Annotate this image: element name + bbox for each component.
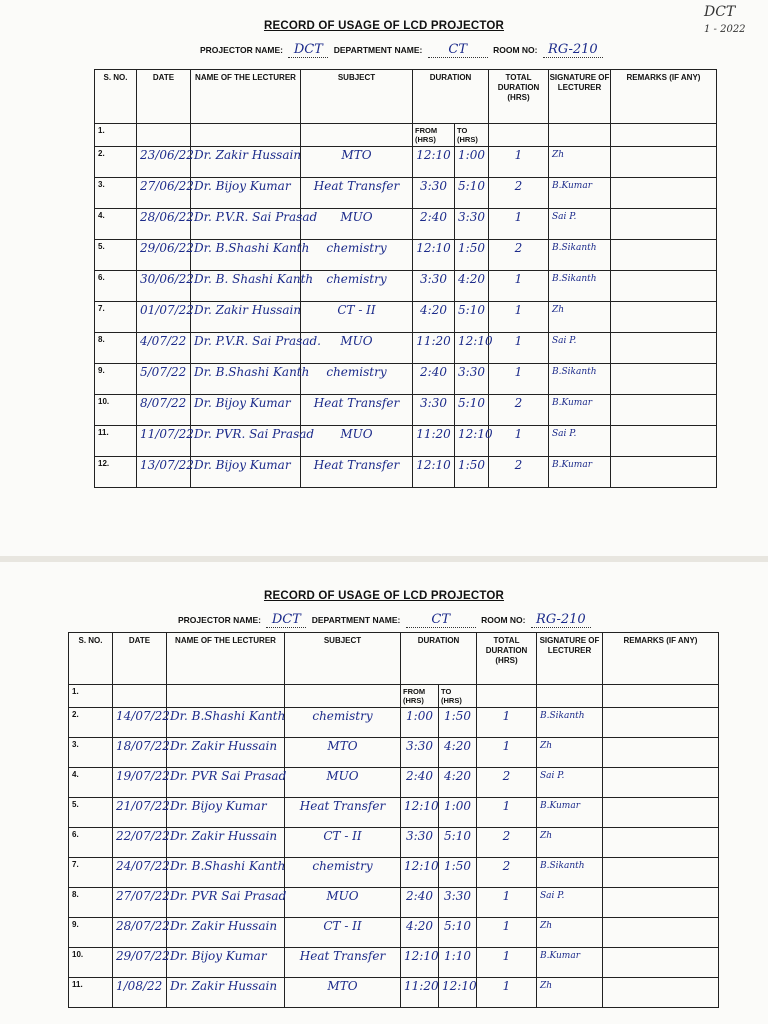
row-signature: Zh <box>537 828 603 858</box>
row-lecturer-name: Dr. P.V.R. Sai Prasad. <box>191 333 301 364</box>
header-total: TOTAL DURATION (HRS) <box>489 70 549 124</box>
row-total-duration: 1 <box>489 302 549 333</box>
header-signature: SIGNATURE OF LECTURER <box>537 633 603 685</box>
row-from-time: 12:10 <box>401 798 439 828</box>
row-lecturer-name: Dr. B. Shashi Kanth <box>191 271 301 302</box>
row-lecturer-name: Dr. PVR Sai Prasad <box>167 888 285 918</box>
row-signature: Sai P. <box>537 768 603 798</box>
row-from-time: 3:30 <box>401 738 439 768</box>
row-remarks <box>611 426 717 457</box>
header-duration: DURATION <box>401 633 477 685</box>
row-1-subject <box>285 685 401 708</box>
header-date: DATE <box>137 70 191 124</box>
row-subject: MTO <box>285 738 401 768</box>
row-signature: B.Sikanth <box>537 708 603 738</box>
row-remarks <box>611 395 717 426</box>
row-subject: chemistry <box>301 271 413 302</box>
row-to-time: 12:10 <box>455 426 489 457</box>
row-to-time: 1:50 <box>455 457 489 488</box>
row-date: 18/07/22 <box>113 738 167 768</box>
row-total-duration: 1 <box>489 271 549 302</box>
row-1-lecturer <box>167 685 285 708</box>
row-lecturer-name: Dr. B.Shashi Kanth <box>167 858 285 888</box>
row-total-duration: 1 <box>489 147 549 178</box>
row-subject: MTO <box>301 147 413 178</box>
row-signature: Sai P. <box>549 426 611 457</box>
row-total-duration: 1 <box>477 918 537 948</box>
header-subject: SUBJECT <box>301 70 413 124</box>
header-remarks: REMARKS (IF ANY) <box>603 633 719 685</box>
row-total-duration: 1 <box>489 209 549 240</box>
row-signature: B.Kumar <box>537 948 603 978</box>
table-row <box>95 333 717 364</box>
row-date: 27/07/22 <box>113 888 167 918</box>
row-lecturer-name: Dr. Zakir Hussain <box>167 978 285 1008</box>
row-to-time: 5:10 <box>439 918 477 948</box>
row-total-duration: 1 <box>477 978 537 1008</box>
row-date: 01/07/22 <box>137 302 191 333</box>
row-from-time: 12:10 <box>413 240 455 271</box>
row-total-duration: 1 <box>477 888 537 918</box>
row-from-time: 2:40 <box>401 888 439 918</box>
row-from-time: 3:30 <box>401 828 439 858</box>
table-row <box>95 271 717 302</box>
row-date: 11/07/22 <box>137 426 191 457</box>
row-signature: B.Sikanth <box>549 364 611 395</box>
row-remarks <box>603 768 719 798</box>
row-from-time: 1:00 <box>401 708 439 738</box>
header-date: DATE <box>113 633 167 685</box>
row-number: 10. <box>69 948 113 978</box>
row-total-duration: 2 <box>477 828 537 858</box>
row-to-time: 12:10 <box>455 333 489 364</box>
department-name-value: CT <box>428 42 488 58</box>
table-row <box>69 918 719 948</box>
row-from-time: 11:20 <box>413 333 455 364</box>
row-number: 2. <box>95 147 137 178</box>
header-remarks: REMARKS (IF ANY) <box>611 70 717 124</box>
row-number: 5. <box>69 798 113 828</box>
table-row <box>69 708 719 738</box>
row-number: 6. <box>95 271 137 302</box>
corner-note-line1: DCT <box>704 4 736 20</box>
row-to-time: 4:20 <box>439 768 477 798</box>
table-row <box>69 978 719 1008</box>
row-subject: MUO <box>301 333 413 364</box>
row-number: 6. <box>69 828 113 858</box>
row-to-time: 3:30 <box>455 209 489 240</box>
sheet-title: RECORD OF USAGE OF LCD PROJECTOR <box>263 20 505 32</box>
department-name-label: DEPARTMENT NAME: <box>311 615 401 625</box>
row-to-time: 1:50 <box>439 858 477 888</box>
row-signature: B.Kumar <box>549 178 611 209</box>
row-subject: chemistry <box>301 240 413 271</box>
table-row <box>69 858 719 888</box>
table-row <box>69 798 719 828</box>
row-1-remarks <box>611 124 717 147</box>
row-remarks <box>611 457 717 488</box>
row-subject: CT - II <box>301 302 413 333</box>
row-total-duration: 2 <box>477 768 537 798</box>
row-remarks <box>603 828 719 858</box>
row-total-duration: 2 <box>489 240 549 271</box>
table-row <box>69 768 719 798</box>
row-signature: Zh <box>537 918 603 948</box>
table-row <box>95 302 717 333</box>
row-remarks <box>611 178 717 209</box>
row-from-time: 4:20 <box>401 918 439 948</box>
row-from-time: 4:20 <box>413 302 455 333</box>
row-lecturer-name: Dr. PVR Sai Prasad <box>167 768 285 798</box>
row-remarks <box>603 708 719 738</box>
header-total: TOTAL DURATION (HRS) <box>477 633 537 685</box>
row-lecturer-name: Dr. Zakir Hussain <box>167 738 285 768</box>
row-subject: MUO <box>301 426 413 457</box>
row-total-duration: 2 <box>489 395 549 426</box>
row-1-total <box>489 124 549 147</box>
row-signature: B.Sikanth <box>549 240 611 271</box>
row-date: 1/08/22 <box>113 978 167 1008</box>
row-date: 27/06/22 <box>137 178 191 209</box>
row-from-time: 12:10 <box>401 948 439 978</box>
row-signature: B.Kumar <box>549 457 611 488</box>
table-row <box>95 209 717 240</box>
row-1-lecturer <box>191 124 301 147</box>
row-total-duration: 2 <box>489 178 549 209</box>
row-lecturer-name: Dr. Zakir Hussain <box>191 147 301 178</box>
row-subject: MTO <box>285 978 401 1008</box>
row-total-duration: 1 <box>477 708 537 738</box>
row-signature: Zh <box>537 738 603 768</box>
row-number: 3. <box>95 178 137 209</box>
row-signature: Zh <box>549 302 611 333</box>
row-subject: Heat Transfer <box>301 178 413 209</box>
row-number: 3. <box>69 738 113 768</box>
row-date: 4/07/22 <box>137 333 191 364</box>
sheet-meta <box>200 42 606 58</box>
row-date: 24/07/22 <box>113 858 167 888</box>
row-lecturer-name: Dr. Zakir Hussain <box>167 828 285 858</box>
row-1-no: 1. <box>95 124 137 147</box>
row-to-time: 1:50 <box>439 708 477 738</box>
row-from-time: 11:20 <box>413 426 455 457</box>
row-date: 21/07/22 <box>113 798 167 828</box>
row-number: 4. <box>95 209 137 240</box>
table-row <box>95 364 717 395</box>
row-remarks <box>603 798 719 828</box>
header-to: TO (HRS) <box>455 124 489 147</box>
row-lecturer-name: Dr. P.V.R. Sai Prasad <box>191 209 301 240</box>
row-1-subject <box>301 124 413 147</box>
row-subject: chemistry <box>301 364 413 395</box>
header-sno: S. NO. <box>95 70 137 124</box>
record-sheet-2 <box>0 562 768 1024</box>
row-subject: CT - II <box>285 918 401 948</box>
usage-table <box>94 69 717 488</box>
row-remarks <box>611 302 717 333</box>
row-remarks <box>611 364 717 395</box>
row-signature: B.Kumar <box>537 798 603 828</box>
row-subject: MUO <box>285 768 401 798</box>
row-total-duration: 1 <box>477 798 537 828</box>
header-from: FROM (HRS) <box>413 124 455 147</box>
sheet-title: RECORD OF USAGE OF LCD PROJECTOR <box>263 590 505 602</box>
row-total-duration: 1 <box>477 738 537 768</box>
table-row <box>95 240 717 271</box>
row-number: 11. <box>95 426 137 457</box>
row-number: 5. <box>95 240 137 271</box>
row-lecturer-name: Dr. Bijoy Kumar <box>191 395 301 426</box>
row-lecturer-name: Dr. Zakir Hussain <box>191 302 301 333</box>
row-date: 13/07/22 <box>137 457 191 488</box>
row-total-duration: 1 <box>489 364 549 395</box>
room-no-label: ROOM NO: <box>481 615 526 625</box>
room-no-value: RG-210 <box>543 42 603 58</box>
row-1-date <box>137 124 191 147</box>
row-remarks <box>603 978 719 1008</box>
row-from-time: 3:30 <box>413 178 455 209</box>
table-row <box>69 738 719 768</box>
table-row <box>95 457 717 488</box>
row-to-time: 4:20 <box>439 738 477 768</box>
table-row <box>95 147 717 178</box>
table-row <box>95 426 717 457</box>
row-number: 7. <box>95 302 137 333</box>
row-to-time: 5:10 <box>455 395 489 426</box>
table-row <box>95 395 717 426</box>
row-signature: Sai P. <box>549 333 611 364</box>
room-no-value: RG-210 <box>531 612 591 628</box>
row-date: 28/07/22 <box>113 918 167 948</box>
row-lecturer-name: Dr. B.Shashi Kanth <box>191 364 301 395</box>
row-signature: B.Sikanth <box>537 858 603 888</box>
row-to-time: 3:30 <box>455 364 489 395</box>
projector-name-label: PROJECTOR NAME: <box>178 615 261 625</box>
row-lecturer-name: Dr. B.Shashi Kanth <box>167 708 285 738</box>
row-from-time: 11:20 <box>401 978 439 1008</box>
row-subject: CT - II <box>285 828 401 858</box>
row-1-total <box>477 685 537 708</box>
row-from-time: 12:10 <box>413 147 455 178</box>
corner-note-line2: 1 - 2022 <box>704 24 746 35</box>
department-name-label: DEPARTMENT NAME: <box>333 45 423 55</box>
row-to-time: 4:20 <box>455 271 489 302</box>
row-to-time: 12:10 <box>439 978 477 1008</box>
row-to-time: 1:00 <box>455 147 489 178</box>
row-number: 2. <box>69 708 113 738</box>
row-number: 10. <box>95 395 137 426</box>
row-subject: Heat Transfer <box>301 395 413 426</box>
row-number: 8. <box>69 888 113 918</box>
header-lecturer: NAME OF THE LECTURER <box>191 70 301 124</box>
row-total-duration: 2 <box>477 858 537 888</box>
row-date: 28/06/22 <box>137 209 191 240</box>
row-from-time: 3:30 <box>413 395 455 426</box>
row-remarks <box>611 271 717 302</box>
row-subject: chemistry <box>285 858 401 888</box>
row-remarks <box>611 147 717 178</box>
row-1-date <box>113 685 167 708</box>
header-to: TO (HRS) <box>439 685 477 708</box>
row-to-time: 5:10 <box>455 178 489 209</box>
row-signature: Zh <box>537 978 603 1008</box>
row-to-time: 5:10 <box>455 302 489 333</box>
row-signature: Sai P. <box>537 888 603 918</box>
row-1-signature <box>549 124 611 147</box>
usage-table-body <box>69 708 719 1008</box>
row-number: 8. <box>95 333 137 364</box>
row-number: 9. <box>95 364 137 395</box>
row-date: 8/07/22 <box>137 395 191 426</box>
row-remarks <box>603 918 719 948</box>
row-date: 29/06/22 <box>137 240 191 271</box>
row-subject: Heat Transfer <box>301 457 413 488</box>
projector-name-value: DCT <box>266 612 306 628</box>
header-subject: SUBJECT <box>285 633 401 685</box>
row-signature: B.Sikanth <box>549 271 611 302</box>
row-lecturer-name: Dr. Bijoy Kumar <box>191 457 301 488</box>
row-remarks <box>611 333 717 364</box>
row-to-time: 1:50 <box>455 240 489 271</box>
row-1-remarks <box>603 685 719 708</box>
row-total-duration: 2 <box>489 457 549 488</box>
header-duration: DURATION <box>413 70 489 124</box>
row-1-no: 1. <box>69 685 113 708</box>
header-sno: S. NO. <box>69 633 113 685</box>
table-row <box>69 828 719 858</box>
row-remarks <box>603 738 719 768</box>
row-from-time: 12:10 <box>401 858 439 888</box>
row-total-duration: 1 <box>489 426 549 457</box>
row-number: 11. <box>69 978 113 1008</box>
row-date: 14/07/22 <box>113 708 167 738</box>
row-to-time: 1:10 <box>439 948 477 978</box>
row-lecturer-name: Dr. PVR. Sai Prasad <box>191 426 301 457</box>
row-total-duration: 1 <box>477 948 537 978</box>
row-remarks <box>603 888 719 918</box>
row-from-time: 12:10 <box>413 457 455 488</box>
row-subject: MUO <box>285 888 401 918</box>
table-row <box>95 178 717 209</box>
row-to-time: 5:10 <box>439 828 477 858</box>
room-no-label: ROOM NO: <box>493 45 538 55</box>
row-date: 30/06/22 <box>137 271 191 302</box>
row-date: 29/07/22 <box>113 948 167 978</box>
projector-name-label: PROJECTOR NAME: <box>200 45 283 55</box>
row-subject: MUO <box>301 209 413 240</box>
row-to-time: 3:30 <box>439 888 477 918</box>
row-total-duration: 1 <box>489 333 549 364</box>
table-row <box>69 948 719 978</box>
row-from-time: 3:30 <box>413 271 455 302</box>
row-lecturer-name: Dr. Bijoy Kumar <box>167 798 285 828</box>
row-to-time: 1:00 <box>439 798 477 828</box>
row-date: 19/07/22 <box>113 768 167 798</box>
row-number: 9. <box>69 918 113 948</box>
row-from-time: 2:40 <box>413 209 455 240</box>
row-date: 23/06/22 <box>137 147 191 178</box>
row-number: 7. <box>69 858 113 888</box>
row-signature: Sai P. <box>549 209 611 240</box>
row-remarks <box>611 240 717 271</box>
header-lecturer: NAME OF THE LECTURER <box>167 633 285 685</box>
header-from: FROM (HRS) <box>401 685 439 708</box>
sheet-meta <box>178 612 594 628</box>
row-lecturer-name: Dr. Zakir Hussain <box>167 918 285 948</box>
row-from-time: 2:40 <box>401 768 439 798</box>
row-1-signature <box>537 685 603 708</box>
row-lecturer-name: Dr. Bijoy Kumar <box>191 178 301 209</box>
row-number: 12. <box>95 457 137 488</box>
row-signature: B.Kumar <box>549 395 611 426</box>
row-remarks <box>611 209 717 240</box>
row-remarks <box>603 858 719 888</box>
row-number: 4. <box>69 768 113 798</box>
table-row <box>69 888 719 918</box>
department-name-value: CT <box>406 612 476 628</box>
row-lecturer-name: Dr. Bijoy Kumar <box>167 948 285 978</box>
header-signature: SIGNATURE OF LECTURER <box>549 70 611 124</box>
row-subject: Heat Transfer <box>285 948 401 978</box>
row-date: 5/07/22 <box>137 364 191 395</box>
row-signature: Zh <box>549 147 611 178</box>
projector-name-value: DCT <box>288 42 328 58</box>
row-from-time: 2:40 <box>413 364 455 395</box>
usage-table <box>68 632 719 1008</box>
row-subject: Heat Transfer <box>285 798 401 828</box>
row-subject: chemistry <box>285 708 401 738</box>
row-remarks <box>603 948 719 978</box>
usage-table-body <box>95 147 717 488</box>
row-date: 22/07/22 <box>113 828 167 858</box>
row-lecturer-name: Dr. B.Shashi Kanth <box>191 240 301 271</box>
